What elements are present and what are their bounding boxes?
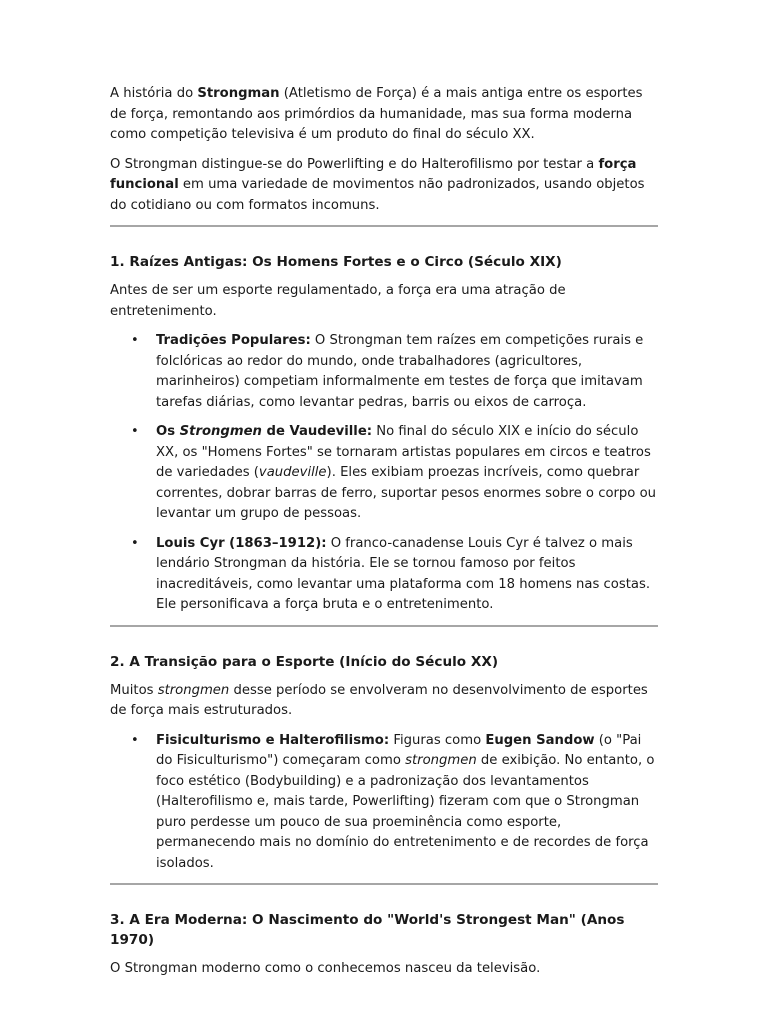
- intro-paragraph-2: O Strongman distingue-se do Powerlifting e do Halterofilismo por testar a força funcional em uma variedade de movimentos não padronizados, usando objetos do cotidiano ou com formatos incomuns.: [110, 156, 645, 213]
- section-3-intro: O Strongman moderno como o conhecemos nasceu da televisão.: [110, 961, 541, 976]
- section-divider: [110, 883, 658, 885]
- section-heading-1: 1. Raízes Antigas: Os Homens Fortes e o Circo (Século XIX): [110, 254, 562, 270]
- list-item: • Os Strongmen de Vaudeville: No final do século XIX e início do século XX, os "Homens Fortes" se tornaram artistas populares em circos e teatros de variedades (vaudeville). Eles exibiam proezas incríveis, como quebrar correntes, dobrar barras de ferro, suportar pesos enormes sobre o corpo ou levantar um grupo de pessoas.: [131, 424, 656, 521]
- section-heading-2: 2. A Transição para o Esporte (Início do Século XX): [110, 653, 499, 670]
- section-2-intro: Muitos strongmen desse período se envolveram no desenvolvimento de esportes de força mais estruturados.: [110, 682, 648, 718]
- section-1-intro: Antes de ser um esporte regulamentado, a força era uma atração de entretenimento.: [110, 283, 566, 319]
- list-item: • Fisiculturismo e Halterofilismo: Figuras como Eugen Sandow (o "Pai do Fisiculturismo") começaram como strongmen de exibição. No entanto, o foco estético (Bodybuilding) e a padronização dos levantamentos (Halterofilismo e, mais tarde, Powerlifting) fizeram com que o Strongman puro perdesse um pouco de sua proeminência como esporte, permanecendo mais no domínio do entretenimento e de recordes de força isolados.: [131, 732, 655, 871]
- bullet-icon: •: [131, 535, 139, 551]
- intro-paragraph-1: A história do Strongman (Atletismo de Força) é a mais antiga entre os esportes de força, remontando aos primórdios da humanidade, mas sua forma moderna como competição televisiva é um produto do final do século XX.: [110, 86, 643, 142]
- list-item: • Tradições Populares: O Strongman tem raízes em competições rurais e folclóricas ao redor do mundo, onde trabalhadores (agricultores, marinheiros) competiam informalmente em testes de força que imitavam tarefas diárias, como levantar pedras, barris ou eixos de carroça.: [131, 333, 644, 410]
- section-2-list: [110, 731, 658, 875]
- section-divider: [110, 225, 658, 227]
- section-1-list: [110, 331, 658, 616]
- bullet-icon: •: [131, 424, 139, 439]
- section-heading-3: 3. A Era Moderna: O Nascimento do "World's Strongest Man" (Anos 1970): [110, 912, 625, 948]
- section-divider: [110, 625, 658, 627]
- list-item: • Louis Cyr (1863–1912): O franco-canadense Louis Cyr é talvez o mais lendário Strongman da história. Ele se tornou famoso por feitos inacreditáveis, como levantar uma plataforma com 18 homens nas costas. Ele personificava a força bruta e o entretenimento.: [131, 535, 651, 612]
- document-body: [110, 84, 658, 989]
- bullet-icon: •: [131, 732, 139, 748]
- bullet-icon: •: [131, 333, 139, 348]
